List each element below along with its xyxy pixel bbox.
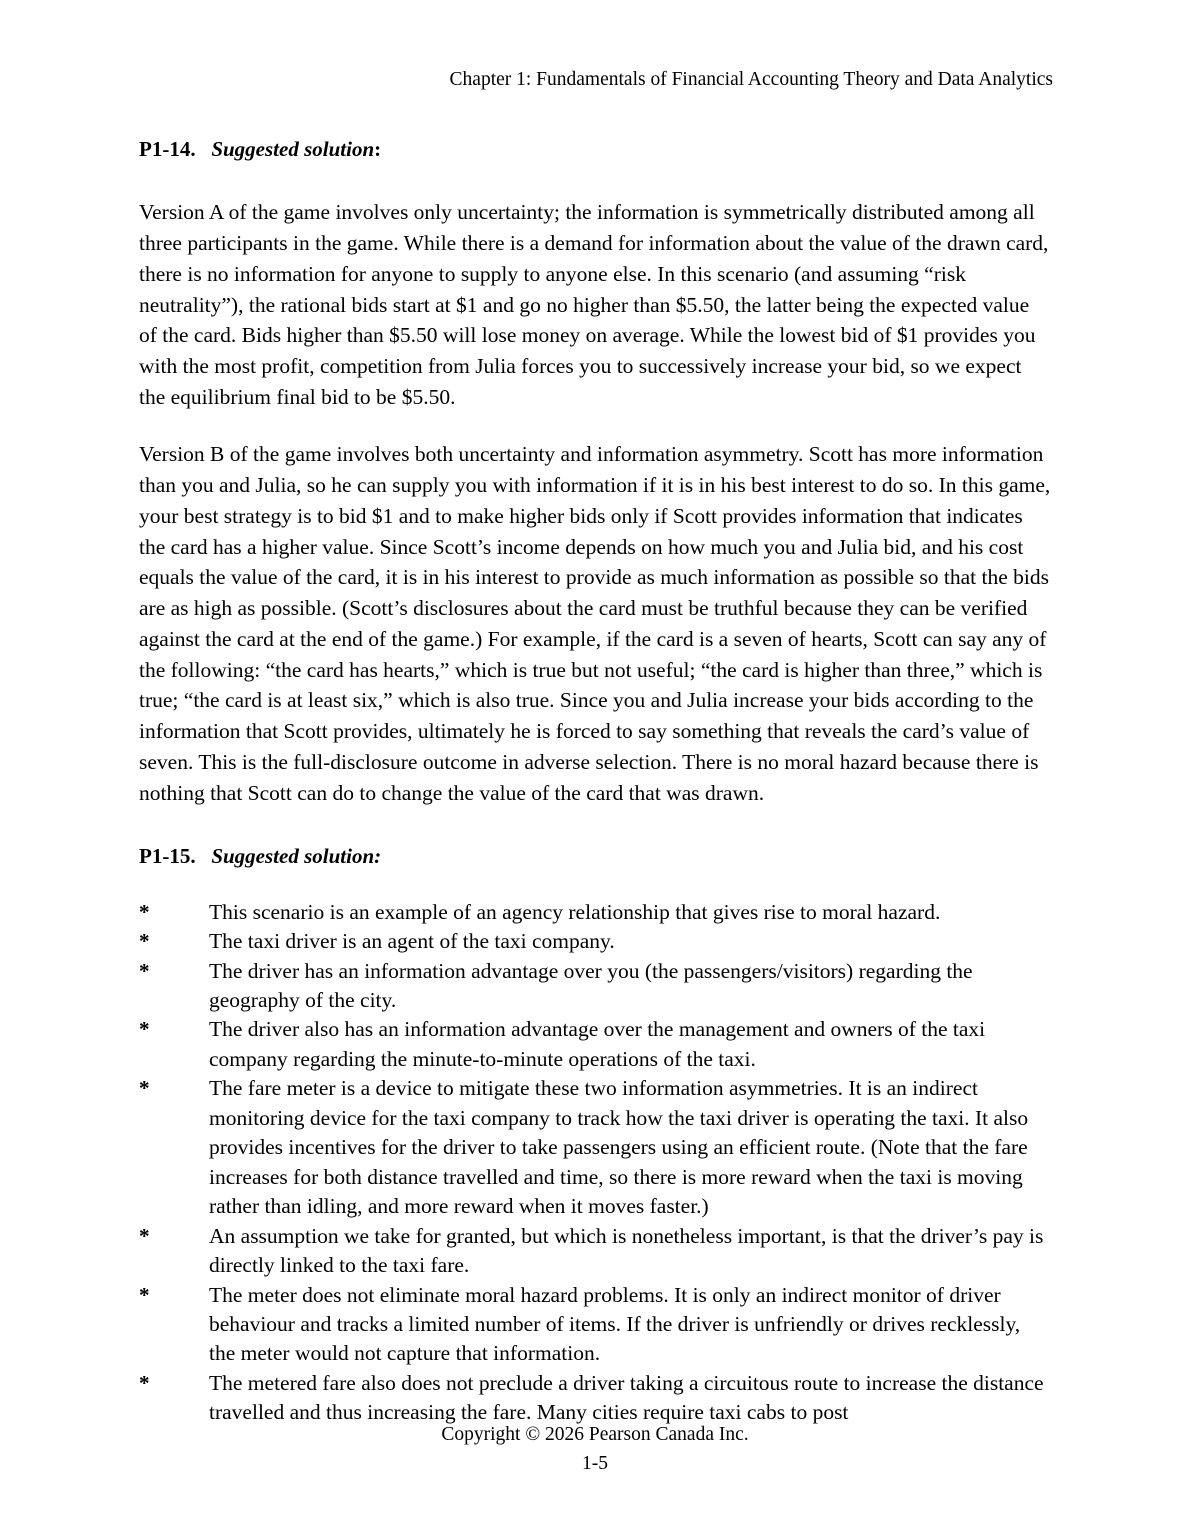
problem-heading-p1-15	[139, 842, 1051, 870]
list-item-text: This scenario is an example of an agency relationship that gives rise to moral hazard.	[209, 899, 941, 924]
problem-solution-text: Suggested solution	[211, 137, 375, 161]
bullet-marker-icon: *	[139, 899, 150, 924]
page-footer	[0, 1421, 1190, 1478]
list-item	[139, 957, 1051, 1016]
list-item-text: The meter does not eliminate moral hazard problems. It is only an indirect monitor of driver behaviour and tracks a limited number of items. If the driver is unfriendly or drives recklessly, the meter would not capture that information.	[209, 1282, 1021, 1366]
bullet-list	[139, 898, 1051, 1428]
paragraph-version-a: Version A of the game involves only uncertainty; the information is symmetrically distributed among all three participants in the game. While there is a demand for information about the value of the drawn card, there is no information for anyone to supply to anyone else. In this scenario (and assuming “risk neutrality”), the rational bids start at $1 and go no higher than $5.50, the latter being the expected value of the card. Bids higher than $5.50 will lose money on average. While the lowest bid of $1 provides you with the most profit, competition from Julia forces you to successively increase your bid, so we expect the equilibrium final bid to be $5.50.	[139, 200, 1049, 409]
problem-label: P1-14.	[139, 137, 196, 161]
list-item	[139, 1281, 1051, 1369]
running-header	[0, 68, 1053, 91]
bullet-marker-icon: *	[139, 1017, 150, 1042]
bullet-marker-icon: *	[139, 929, 150, 954]
list-item	[139, 927, 1051, 956]
bullet-marker-icon: *	[139, 1282, 150, 1307]
list-item-text: The taxi driver is an agent of the taxi company.	[209, 929, 615, 954]
list-item-text: The metered fare also does not preclude a driver taking a circuitous route to increase the distance travelled and thus increasing the fare. Many cities require taxi cabs to post	[209, 1370, 1044, 1425]
bullet-marker-icon: *	[139, 1223, 150, 1248]
copyright-text: Copyright © 2026 Pearson Canada Inc.	[441, 1424, 749, 1446]
problem-colon: :	[374, 137, 382, 161]
list-item	[139, 898, 1051, 927]
list-item	[139, 1369, 1051, 1428]
list-item-text: The driver has an information advantage over you (the passengers/visitors) regarding the geography of the city.	[209, 958, 973, 1012]
page-content	[139, 135, 1051, 1428]
page-number: 1-5	[582, 1452, 608, 1474]
paragraph-version-b: Version B of the game involves both uncertainty and information asymmetry. Scott has more information than you and Julia, so he can supply you with information if it is in his best interest to do so. In this game, your best strategy is to bid $1 and to make higher bids only if Scott provides information that indicates the card has a higher value. Since Scott’s income depends on how much you and Julia bid, and his cost equals the value of the card, it is in his interest to provide as much information as possible so that the bids are as high as possible. (Scott’s disclosures about the card must be truthful because they can be verified against the card at the end of the game.) For example, if the card is a seven of hearts, Scott can say any of the following: “the card has hearts,” which is true but not useful; “the card is higher than three,” which is true; “the card is at least six,” which is also true. Since you and Julia increase your bids according to the information that Scott provides, ultimately he is forced to say something that reveals the card’s value of seven. This is the full-disclosure outcome in adverse selection. There is no moral hazard because there is nothing that Scott can do to change the value of the card that was drawn.	[139, 442, 1051, 805]
bullet-marker-icon: *	[139, 958, 150, 983]
list-item-text: The fare meter is a device to mitigate these two information asymmetries. It is an indirect monitoring device for the taxi company to track how the taxi driver is operating the taxi. It also provides incentives for the driver to take passengers using an efficient route. (Note that the fare increases for both distance travelled and time, so there is more reward when the taxi is moving rather than idling, and more reward when it moves faster.)	[209, 1076, 1029, 1219]
list-item	[139, 1074, 1051, 1221]
list-item	[139, 1222, 1051, 1281]
bullet-marker-icon: *	[139, 1076, 150, 1101]
list-item-text: The driver also has an information advantage over the management and owners of the taxi company regarding the minute-to-minute operations of the taxi.	[209, 1017, 986, 1071]
list-item	[139, 1015, 1051, 1074]
bullet-marker-icon: *	[139, 1370, 150, 1395]
list-item-text: An assumption we take for granted, but which is nonetheless important, is that the driver’s pay is directly linked to the taxi fare.	[209, 1223, 1044, 1278]
problem-heading-p1-14	[139, 135, 1051, 163]
running-header-text: Chapter 1: Fundamentals of Financial Accounting Theory and Data Analytics	[449, 69, 1053, 90]
problem-solution-text: Suggested solution:	[211, 844, 382, 869]
problem-label: P1-15.	[139, 844, 196, 869]
